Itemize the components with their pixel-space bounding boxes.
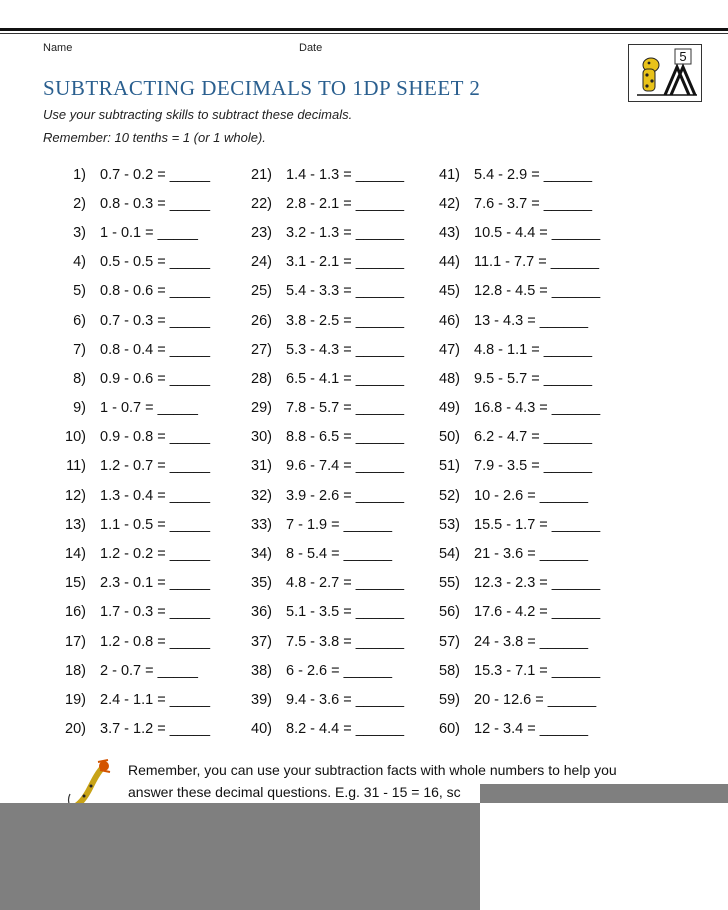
question-number: 3) (73, 224, 86, 241)
question-number: 9) (73, 400, 86, 417)
question-column-2 (234, 160, 404, 744)
question-row (234, 656, 404, 685)
question-text: 1.2 - 0.7 = _____ (100, 458, 211, 475)
question-text: 8.8 - 6.5 = ______ (286, 429, 405, 446)
question-number: 41) (439, 166, 460, 183)
question-text: 13 - 4.3 = ______ (474, 312, 589, 329)
question-row (418, 452, 600, 481)
question-row (234, 481, 404, 510)
question-text: 7.8 - 5.7 = ______ (286, 400, 405, 417)
intro-line-2: Remember: 10 tenths = 1 (or 1 whole). (43, 130, 266, 145)
question-row (418, 160, 600, 189)
question-text: 6.5 - 4.1 = ______ (286, 370, 405, 387)
question-text: 5.4 - 3.3 = ______ (286, 283, 405, 300)
worksheet-title: SUBTRACTING DECIMALS TO 1DP SHEET 2 (43, 76, 481, 100)
question-text: 21 - 3.6 = ______ (474, 546, 589, 563)
name-label: Name (43, 42, 73, 54)
question-row (46, 423, 210, 452)
date-label: Date (299, 42, 323, 54)
question-row (418, 715, 600, 744)
question-number: 19) (65, 691, 86, 708)
question-text: 0.9 - 0.6 = _____ (100, 370, 211, 387)
footer-tip-line-2: answer these decimal questions. E.g. 31 - 15 = 16, sc (128, 784, 461, 800)
question-number: 8) (73, 370, 86, 387)
question-text: 1.7 - 0.3 = _____ (100, 604, 211, 621)
question-row (418, 627, 600, 656)
worksheet-logo (628, 44, 702, 102)
question-number: 39) (251, 691, 272, 708)
question-text: 1.3 - 0.4 = _____ (100, 487, 211, 504)
question-text: 1 - 0.7 = _____ (100, 400, 198, 417)
question-number: 5) (73, 283, 86, 300)
question-text: 2 - 0.7 = _____ (100, 662, 198, 679)
question-number: 12) (65, 487, 86, 504)
question-text: 1.2 - 0.8 = _____ (100, 633, 211, 650)
gray-overlay-top (480, 784, 728, 803)
question-row (234, 306, 404, 335)
question-row (46, 569, 210, 598)
question-number: 28) (251, 370, 272, 387)
question-text: 11.1 - 7.7 = ______ (474, 254, 600, 271)
question-row (46, 160, 210, 189)
question-number: 35) (251, 575, 272, 592)
question-text: 20 - 12.6 = ______ (474, 691, 597, 708)
question-text: 12.3 - 2.3 = ______ (474, 575, 601, 592)
question-row (418, 481, 600, 510)
question-row (46, 218, 210, 247)
question-number: 49) (439, 400, 460, 417)
question-number: 14) (65, 546, 86, 563)
lizard-mascot (64, 758, 120, 808)
question-text: 6.2 - 4.7 = ______ (474, 429, 593, 446)
question-text: 3.1 - 2.1 = ______ (286, 254, 405, 271)
question-number: 56) (439, 604, 460, 621)
question-number: 20) (65, 721, 86, 738)
question-number: 1) (73, 166, 86, 183)
question-text: 5.1 - 3.5 = ______ (286, 604, 405, 621)
question-number: 24) (251, 254, 272, 271)
question-row (234, 539, 404, 568)
question-number: 50) (439, 429, 460, 446)
question-number: 34) (251, 546, 272, 563)
gray-overlay (0, 803, 480, 910)
question-text: 0.8 - 0.3 = _____ (100, 195, 211, 212)
question-text: 6 - 2.6 = ______ (286, 662, 393, 679)
question-row (46, 452, 210, 481)
question-text: 7.5 - 3.8 = ______ (286, 633, 405, 650)
question-row (46, 715, 210, 744)
question-number: 23) (251, 224, 272, 241)
question-row (418, 510, 600, 539)
question-row (234, 394, 404, 423)
question-row (418, 364, 600, 393)
question-text: 5.4 - 2.9 = ______ (474, 166, 593, 183)
question-number: 55) (439, 575, 460, 592)
question-text: 16.8 - 4.3 = ______ (474, 400, 601, 417)
question-number: 25) (251, 283, 272, 300)
question-number: 17) (65, 633, 86, 650)
question-text: 7 - 1.9 = ______ (286, 516, 393, 533)
question-row (418, 189, 600, 218)
question-row (418, 394, 600, 423)
question-number: 38) (251, 662, 272, 679)
question-text: 2.3 - 0.1 = _____ (100, 575, 211, 592)
question-number: 47) (439, 341, 460, 358)
top-rule (0, 28, 728, 31)
question-number: 7) (73, 341, 86, 358)
question-text: 0.7 - 0.3 = _____ (100, 312, 211, 329)
question-text: 2.8 - 2.1 = ______ (286, 195, 405, 212)
question-row (418, 248, 600, 277)
question-text: 0.8 - 0.6 = _____ (100, 283, 211, 300)
question-text: 3.2 - 1.3 = ______ (286, 224, 405, 241)
question-text: 7.9 - 3.5 = ______ (474, 458, 593, 475)
question-row (46, 189, 210, 218)
question-text: 10 - 2.6 = ______ (474, 487, 589, 504)
question-text: 12 - 3.4 = ______ (474, 721, 589, 738)
question-number: 57) (439, 633, 460, 650)
question-text: 1.2 - 0.2 = _____ (100, 546, 211, 563)
question-text: 15.5 - 1.7 = ______ (474, 516, 601, 533)
question-row (234, 364, 404, 393)
question-number: 53) (439, 516, 460, 533)
question-row (234, 598, 404, 627)
question-row (234, 189, 404, 218)
question-number: 27) (251, 341, 272, 358)
question-row (234, 685, 404, 714)
question-row (234, 627, 404, 656)
question-number: 42) (439, 195, 460, 212)
footer-tip-line-1: Remember, you can use your subtraction facts with whole numbers to help you (128, 762, 617, 778)
question-row (418, 277, 600, 306)
question-row (46, 598, 210, 627)
question-text: 15.3 - 7.1 = ______ (474, 662, 601, 679)
question-row (234, 452, 404, 481)
question-number: 59) (439, 691, 460, 708)
question-text: 1 - 0.1 = _____ (100, 224, 198, 241)
question-row (234, 510, 404, 539)
question-text: 24 - 3.8 = ______ (474, 633, 589, 650)
question-number: 54) (439, 546, 460, 563)
giraffe-logo-icon (629, 45, 701, 101)
question-number: 11) (66, 458, 86, 475)
logo-number: 5 (679, 49, 687, 64)
question-row (234, 160, 404, 189)
question-text: 0.5 - 0.5 = _____ (100, 254, 211, 271)
question-text: 5.3 - 4.3 = ______ (286, 341, 405, 358)
question-row (418, 306, 600, 335)
question-number: 10) (65, 429, 86, 446)
question-text: 4.8 - 1.1 = ______ (474, 341, 593, 358)
question-text: 0.7 - 0.2 = _____ (100, 166, 211, 183)
question-row (46, 306, 210, 335)
question-number: 22) (251, 195, 272, 212)
question-text: 1.4 - 1.3 = ______ (286, 166, 405, 183)
question-number: 33) (251, 516, 272, 533)
question-text: 12.8 - 4.5 = ______ (474, 283, 601, 300)
question-text: 9.5 - 5.7 = ______ (474, 370, 593, 387)
question-text: 0.8 - 0.4 = _____ (100, 341, 211, 358)
question-text: 3.9 - 2.6 = ______ (286, 487, 405, 504)
question-number: 16) (65, 604, 86, 621)
question-number: 37) (251, 633, 272, 650)
question-text: 1.1 - 0.5 = _____ (100, 516, 211, 533)
question-row (418, 598, 600, 627)
question-number: 6) (73, 312, 86, 329)
intro-line-1: Use your subtracting skills to subtract these decimals. (43, 107, 353, 122)
question-row (234, 277, 404, 306)
question-row (46, 539, 210, 568)
question-row (46, 481, 210, 510)
question-row (418, 539, 600, 568)
question-number: 60) (439, 721, 460, 738)
question-row (46, 335, 210, 364)
question-text: 3.8 - 2.5 = ______ (286, 312, 405, 329)
question-number: 21) (251, 166, 272, 183)
question-text: 9.4 - 3.6 = ______ (286, 691, 405, 708)
question-row (234, 423, 404, 452)
top-rule-thin (0, 33, 728, 34)
question-row (418, 218, 600, 247)
question-number: 18) (65, 662, 86, 679)
question-number: 2) (73, 195, 86, 212)
question-row (418, 656, 600, 685)
question-number: 29) (251, 400, 272, 417)
question-row (46, 510, 210, 539)
question-number: 4) (73, 254, 86, 271)
question-column-1 (46, 160, 210, 744)
question-text: 3.7 - 1.2 = _____ (100, 721, 211, 738)
question-number: 30) (251, 429, 272, 446)
question-number: 43) (439, 224, 460, 241)
question-row (234, 715, 404, 744)
question-number: 36) (251, 604, 272, 621)
question-row (46, 656, 210, 685)
question-text: 17.6 - 4.2 = ______ (474, 604, 601, 621)
question-number: 58) (439, 662, 460, 679)
question-row (234, 569, 404, 598)
question-row (46, 627, 210, 656)
question-row (418, 569, 600, 598)
question-row (234, 248, 404, 277)
question-row (234, 218, 404, 247)
question-row (418, 335, 600, 364)
question-row (46, 394, 210, 423)
question-text: 10.5 - 4.4 = ______ (474, 224, 601, 241)
question-row (46, 364, 210, 393)
question-number: 26) (251, 312, 272, 329)
question-number: 13) (65, 516, 86, 533)
question-number: 44) (439, 254, 460, 271)
question-number: 45) (439, 283, 460, 300)
question-number: 52) (439, 487, 460, 504)
question-number: 48) (439, 370, 460, 387)
question-number: 46) (439, 312, 460, 329)
question-number: 32) (251, 487, 272, 504)
question-text: 2.4 - 1.1 = _____ (100, 691, 211, 708)
question-number: 31) (251, 458, 272, 475)
question-text: 4.8 - 2.7 = ______ (286, 575, 405, 592)
question-row (234, 335, 404, 364)
question-text: 0.9 - 0.8 = _____ (100, 429, 211, 446)
question-text: 8.2 - 4.4 = ______ (286, 721, 405, 738)
question-row (46, 685, 210, 714)
question-text: 9.6 - 7.4 = ______ (286, 458, 405, 475)
question-column-3 (418, 160, 600, 744)
question-row (418, 423, 600, 452)
question-number: 15) (65, 575, 86, 592)
question-row (46, 277, 210, 306)
question-row (46, 248, 210, 277)
question-row (418, 685, 600, 714)
lizard-icon (64, 758, 120, 808)
question-text: 8 - 5.4 = ______ (286, 546, 393, 563)
question-text: 7.6 - 3.7 = ______ (474, 195, 593, 212)
question-number: 51) (439, 458, 460, 475)
question-number: 40) (251, 721, 272, 738)
